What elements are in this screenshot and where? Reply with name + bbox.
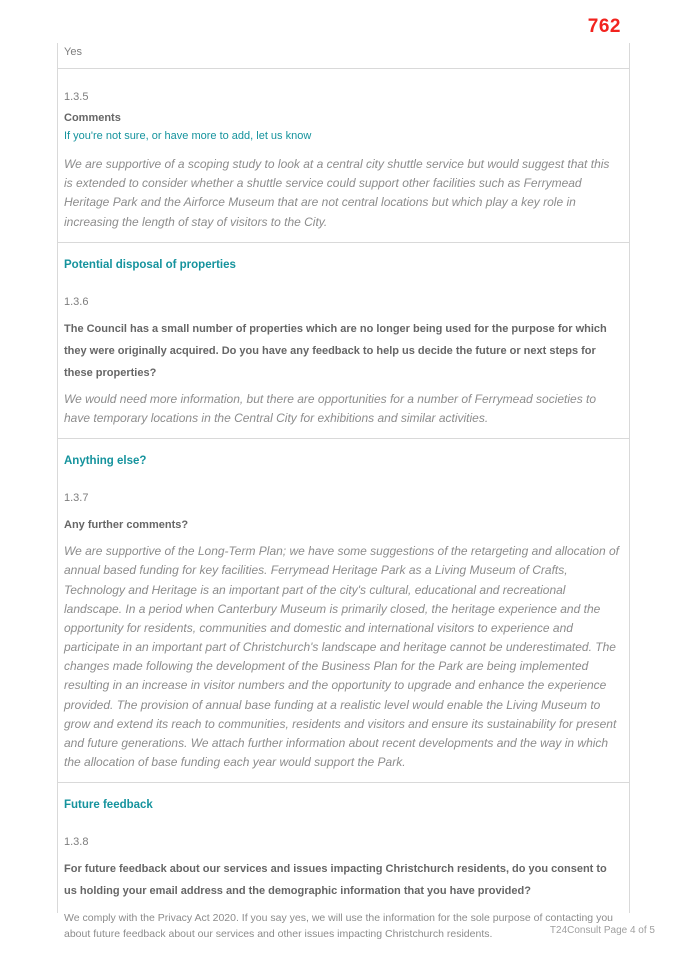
comments-hint: If you're not sure, or have more to add, let us know	[64, 130, 312, 142]
question-number-1-3-5: 1.3.5	[64, 91, 89, 103]
question-number-1-3-7: 1.3.7	[64, 492, 89, 505]
divider	[58, 782, 629, 783]
question-text-1-3-7: Any further comments?	[64, 519, 189, 532]
question-number-1-3-8: 1.3.8	[64, 836, 89, 849]
previous-answer-value: Yes	[64, 46, 82, 58]
page-number-stamp: 762	[587, 16, 621, 37]
answer-text-1-3-6: We would need more information, but there are opportunities for a number of Ferrymead societies to have temporary locations in the Central City for exhibitions and similar activities.	[64, 391, 597, 425]
section-heading-anything-else: Anything else?	[64, 455, 147, 468]
comments-label: Comments	[64, 112, 121, 124]
question-number-1-3-6: 1.3.6	[64, 295, 89, 308]
question-text-1-3-8: For future feedback about our services and issues impacting Christchurch residents, do you consent to us holding your email address and the demographic information that you have provided?	[64, 863, 607, 898]
divider	[58, 242, 629, 243]
question-text-1-3-6: The Council has a small number of properties which are no longer being used for the purpose for which they were originally acquired. Do you have any feedback to help us decide the future or next steps for these properties?	[64, 322, 607, 379]
divider	[58, 68, 629, 69]
section-heading-properties: Potential disposal of properties	[64, 258, 236, 271]
privacy-note: We comply with the Privacy Act 2020. If you say yes, we will use the information for the sole purpose of contacting you about future feedback about our services and other issues impacting Christchurch residents.	[64, 912, 613, 941]
answer-text-1-3-5: We are supportive of a scoping study to look at a central city shuttle service but would suggest that this is extended to consider whether a shuttle service could support other facilities such as Ferrymead Heritage Park and the Airforce Museum that are not central locations but which play a key role in increasing the length of stay of visitors to the City.	[64, 157, 610, 229]
section-heading-future-feedback: Future feedback	[64, 799, 153, 812]
answer-text-1-3-7: We are supportive of the Long-Term Plan; we have some suggestions of the retargeting and allocation of annual based funding for key facilities. Ferrymead Heritage Park as a Living Museum of Crafts, Technology and Heritage is an important part of the city's cultural, educational and recreational landscape. In a period when Canterbury Museum is primarily closed, the heritage experience and the opportunity for residents, communities and domestic and international visitors to experience and participate in an important part of Christchurch's landscape and heritage cannot be underestimated. The changes made following the development of the Business Plan for the Park are being implemented resulting in an increase in visitor numbers and the opportunity to upgrade and enhance the experience provided. The provision of annual base funding at a realistic level would enable the Living Museum to grow and extend its reach to communities, residents and visitors and ensure its sustainability for present and future generations. We attach further information about recent developments and the way in which the allocation of base funding each year would support the Park.	[64, 544, 619, 770]
divider	[58, 438, 629, 439]
page-footer: T24Consult Page 4 of 5	[549, 925, 655, 936]
